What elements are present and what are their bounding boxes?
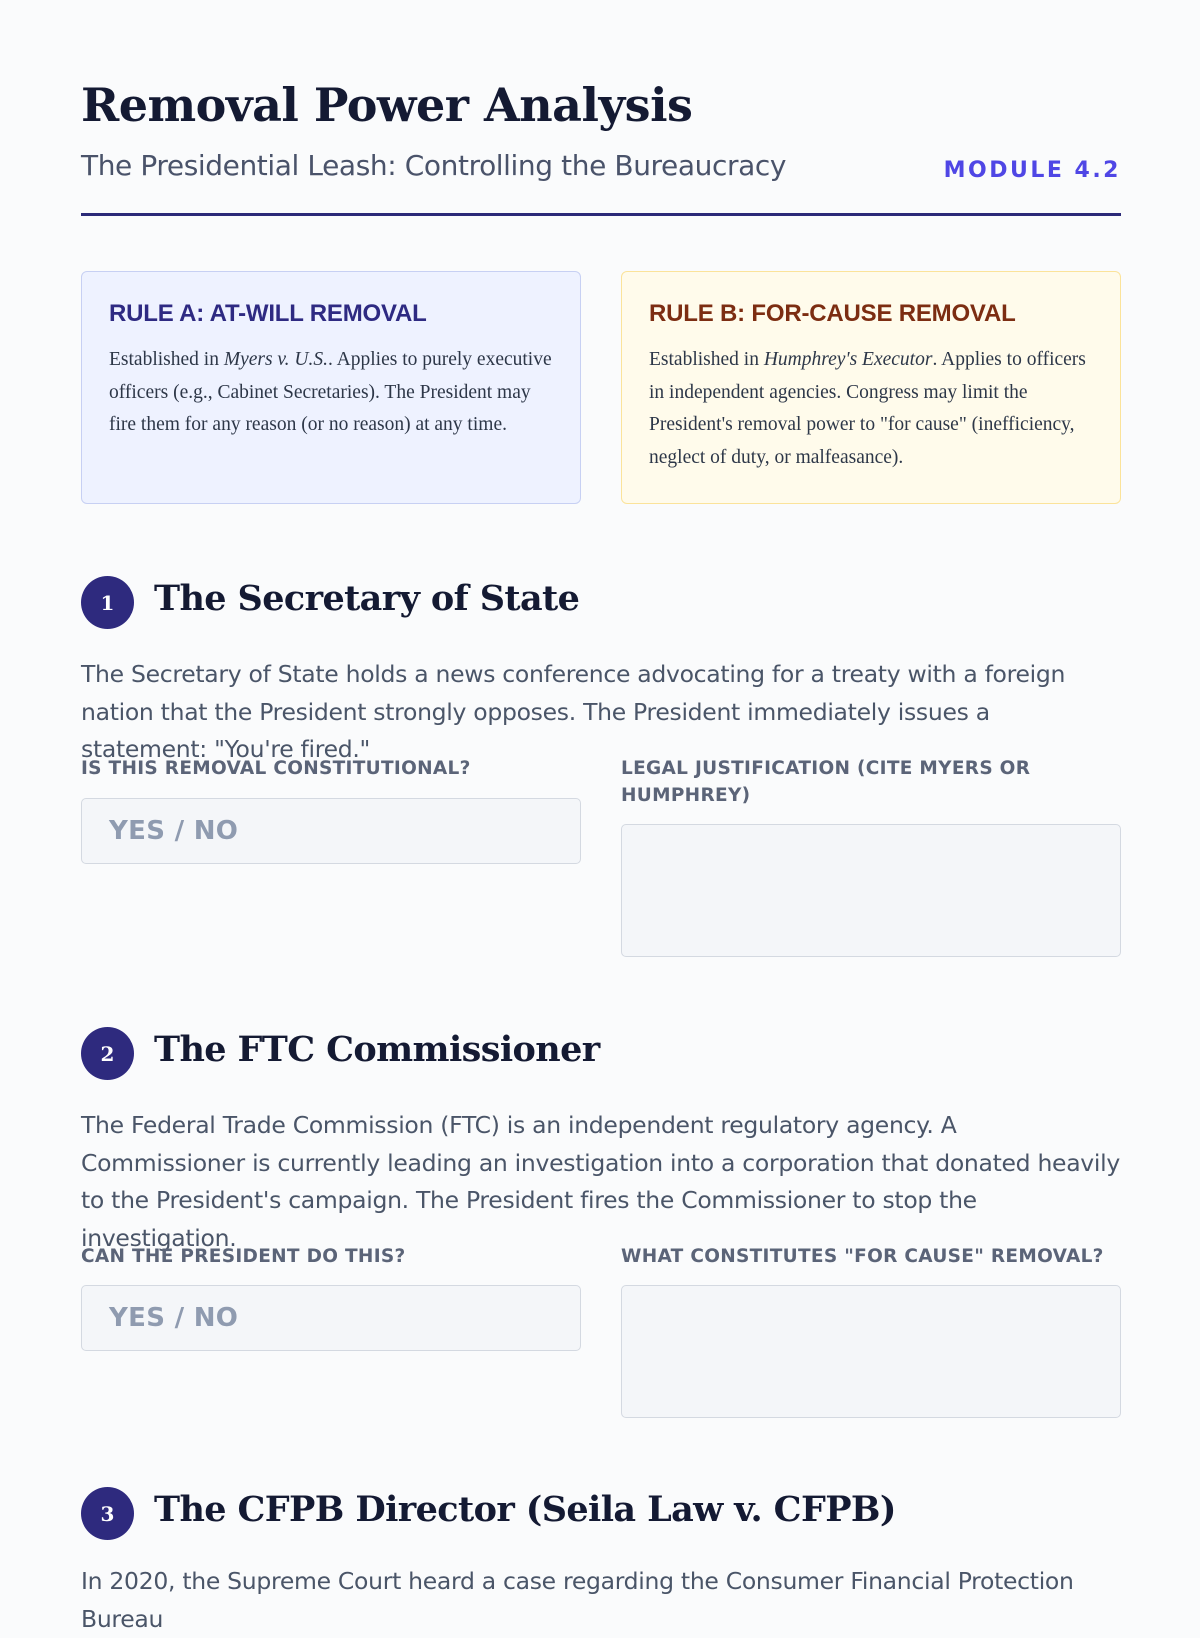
page-title: Removal Power Analysis (81, 78, 693, 132)
scenario-section-3 (81, 1487, 1121, 1633)
section-header (81, 1487, 1121, 1541)
rule-a-card (81, 271, 581, 504)
section-title: The CFPB Director (Seila Law v. CFPB) (154, 1489, 896, 1530)
can-president-question-label: CAN THE PRESIDENT DO THIS? (81, 1246, 406, 1267)
section-header (81, 576, 1121, 630)
rule-b-body: Established in Humphrey's Executor. Applies to officers in independent agencies. Congress may limit the President's removal power to "for cause" (inefficiency, neglect of duty, or malfeasance). (649, 349, 1086, 468)
yes-no-answer-field[interactable] (81, 798, 581, 864)
module-badge: MODULE 4.2 (943, 158, 1121, 183)
rule-b-heading: RULE B: FOR-CAUSE REMOVAL (649, 300, 1016, 327)
section-title: The FTC Commissioner (154, 1029, 600, 1070)
for-cause-definition-field[interactable] (621, 1285, 1121, 1418)
rule-a-case: Myers v. U.S. (223, 349, 328, 370)
rule-b-card (621, 271, 1121, 504)
rule-a-heading: RULE A: AT-WILL REMOVAL (109, 300, 427, 327)
legal-justification-label: LEGAL JUSTIFICATION (CITE MYERS OR HUMPHREY) (621, 758, 1031, 806)
header-divider (81, 213, 1121, 216)
section-description: The Federal Trade Commission (FTC) is an independent regulatory agency. A Commissioner is currently leading an investigation into a corporation that donated heavily to the President's campaign. The President fires the Commissioner to stop the investigation. (81, 1111, 1120, 1252)
section-description: In 2020, the Supreme Court heard a case regarding the Consumer Financial Protection Bureau (81, 1567, 1074, 1633)
constitutional-question-label: IS THIS REMOVAL CONSTITUTIONAL? (81, 758, 471, 779)
yes-no-placeholder: YES / NO (109, 816, 239, 846)
for-cause-definition-label: WHAT CONSTITUTES "FOR CAUSE" REMOVAL? (621, 1246, 1104, 1267)
page-subtitle: The Presidential Leash: Controlling the Bureaucracy (81, 149, 787, 182)
section-title: The Secretary of State (154, 578, 580, 619)
rules-panel (81, 271, 1121, 504)
legal-justification-field[interactable] (621, 824, 1121, 957)
rule-b-case: Humphrey's Executor (763, 349, 933, 370)
page-header (81, 78, 1121, 218)
section-number-badge: 1 (81, 576, 134, 629)
yes-no-answer-field[interactable] (81, 1285, 581, 1351)
yes-no-placeholder: YES / NO (109, 1303, 239, 1333)
scenario-section-2 (81, 1027, 1121, 1427)
section-number-badge: 3 (81, 1487, 134, 1540)
rule-a-body: Established in Myers v. U.S.. Applies to purely executive officers (e.g., Cabinet Secretaries). The President may fire them for any reason (or no reason) at any time. (109, 349, 552, 435)
section-number-badge: 2 (81, 1027, 134, 1080)
section-description: The Secretary of State holds a news conference advocating for a treaty with a foreign nation that the President strongly opposes. The President immediately issues a statement: "You're fired." (81, 660, 1066, 763)
section-header (81, 1027, 1121, 1081)
scenario-section-1 (81, 576, 1121, 976)
